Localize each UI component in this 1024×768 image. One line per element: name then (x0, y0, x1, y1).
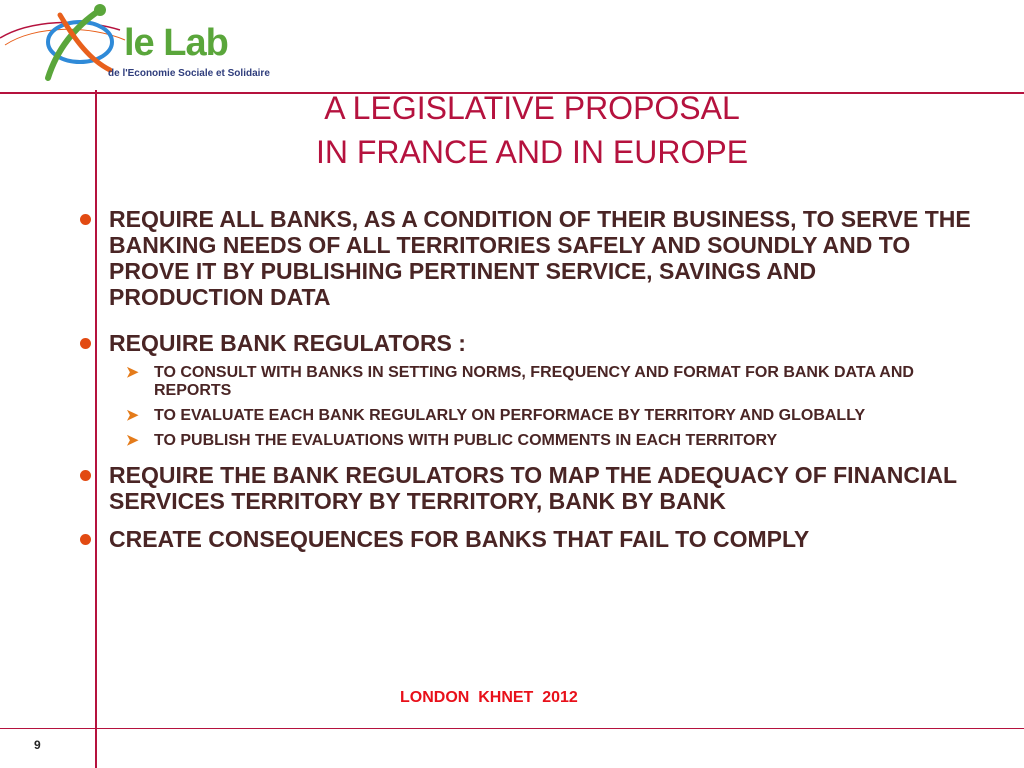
list-item (76, 206, 976, 310)
bullet-dot-icon (80, 214, 91, 225)
logo-subtitle: de l'Economie Sociale et Solidaire (108, 68, 270, 79)
arrow-bullet-icon: ➤ (126, 364, 139, 381)
bullet-dot-icon (80, 470, 91, 481)
sub-item-text: TO EVALUATE EACH BANK REGULARLY ON PERFORMACE BY TERRITORY AND GLOBALLY (154, 407, 866, 424)
sub-item-text: TO CONSULT WITH BANKS IN SETTING NORMS, FREQUENCY AND FORMAT FOR BANK DATA AND REPORTS (154, 364, 914, 399)
list-item (76, 462, 976, 514)
logo-brand-text: le Lab (124, 22, 228, 64)
sub-item-text: TO PUBLISH THE EVALUATIONS WITH PUBLIC COMMENTS IN EACH TERRITORY (154, 432, 778, 449)
sub-list-item (109, 432, 976, 450)
sub-list-item (109, 407, 976, 425)
list-item-text: REQUIRE THE BANK REGULATORS TO MAP THE ADEQUACY OF FINANCIAL SERVICES TERRITORY BY TERRITORY, BANK BY BANK (109, 462, 957, 514)
title-line-2: IN FRANCE AND IN EUROPE (315, 134, 749, 170)
list-item-text: REQUIRE ALL BANKS, AS A CONDITION OF THEIR BUSINESS, TO SERVE THE BANKING NEEDS OF ALL TERRITORIES SAFELY AND SOUNDLY AND TO PROVE IT BY PUBLISHING PERTINENT SERVICE, SAVINGS AND PRODUCTION DATA (109, 206, 971, 310)
footer-text: LONDON KHNET 2012 (400, 689, 578, 706)
bullet-dot-icon (80, 534, 91, 545)
list-item-text: CREATE CONSEQUENCES FOR BANKS THAT FAIL TO COMPLY (109, 526, 810, 552)
bullet-list (76, 206, 976, 552)
bullet-dot-icon (80, 338, 91, 349)
list-item (76, 526, 976, 552)
list-item (76, 330, 976, 356)
sub-list-item (109, 364, 976, 400)
list-item-text: REQUIRE BANK REGULATORS : (109, 330, 466, 356)
page-number: 9 (34, 738, 41, 752)
sub-list (76, 364, 976, 450)
bottom-rule (0, 728, 1024, 729)
title-line-1: A LEGISLATIVE PROPOSAL (324, 90, 740, 126)
logo (0, 0, 290, 90)
slide-title (140, 86, 924, 174)
arrow-bullet-icon: ➤ (126, 407, 139, 424)
arrow-bullet-icon: ➤ (126, 432, 139, 449)
